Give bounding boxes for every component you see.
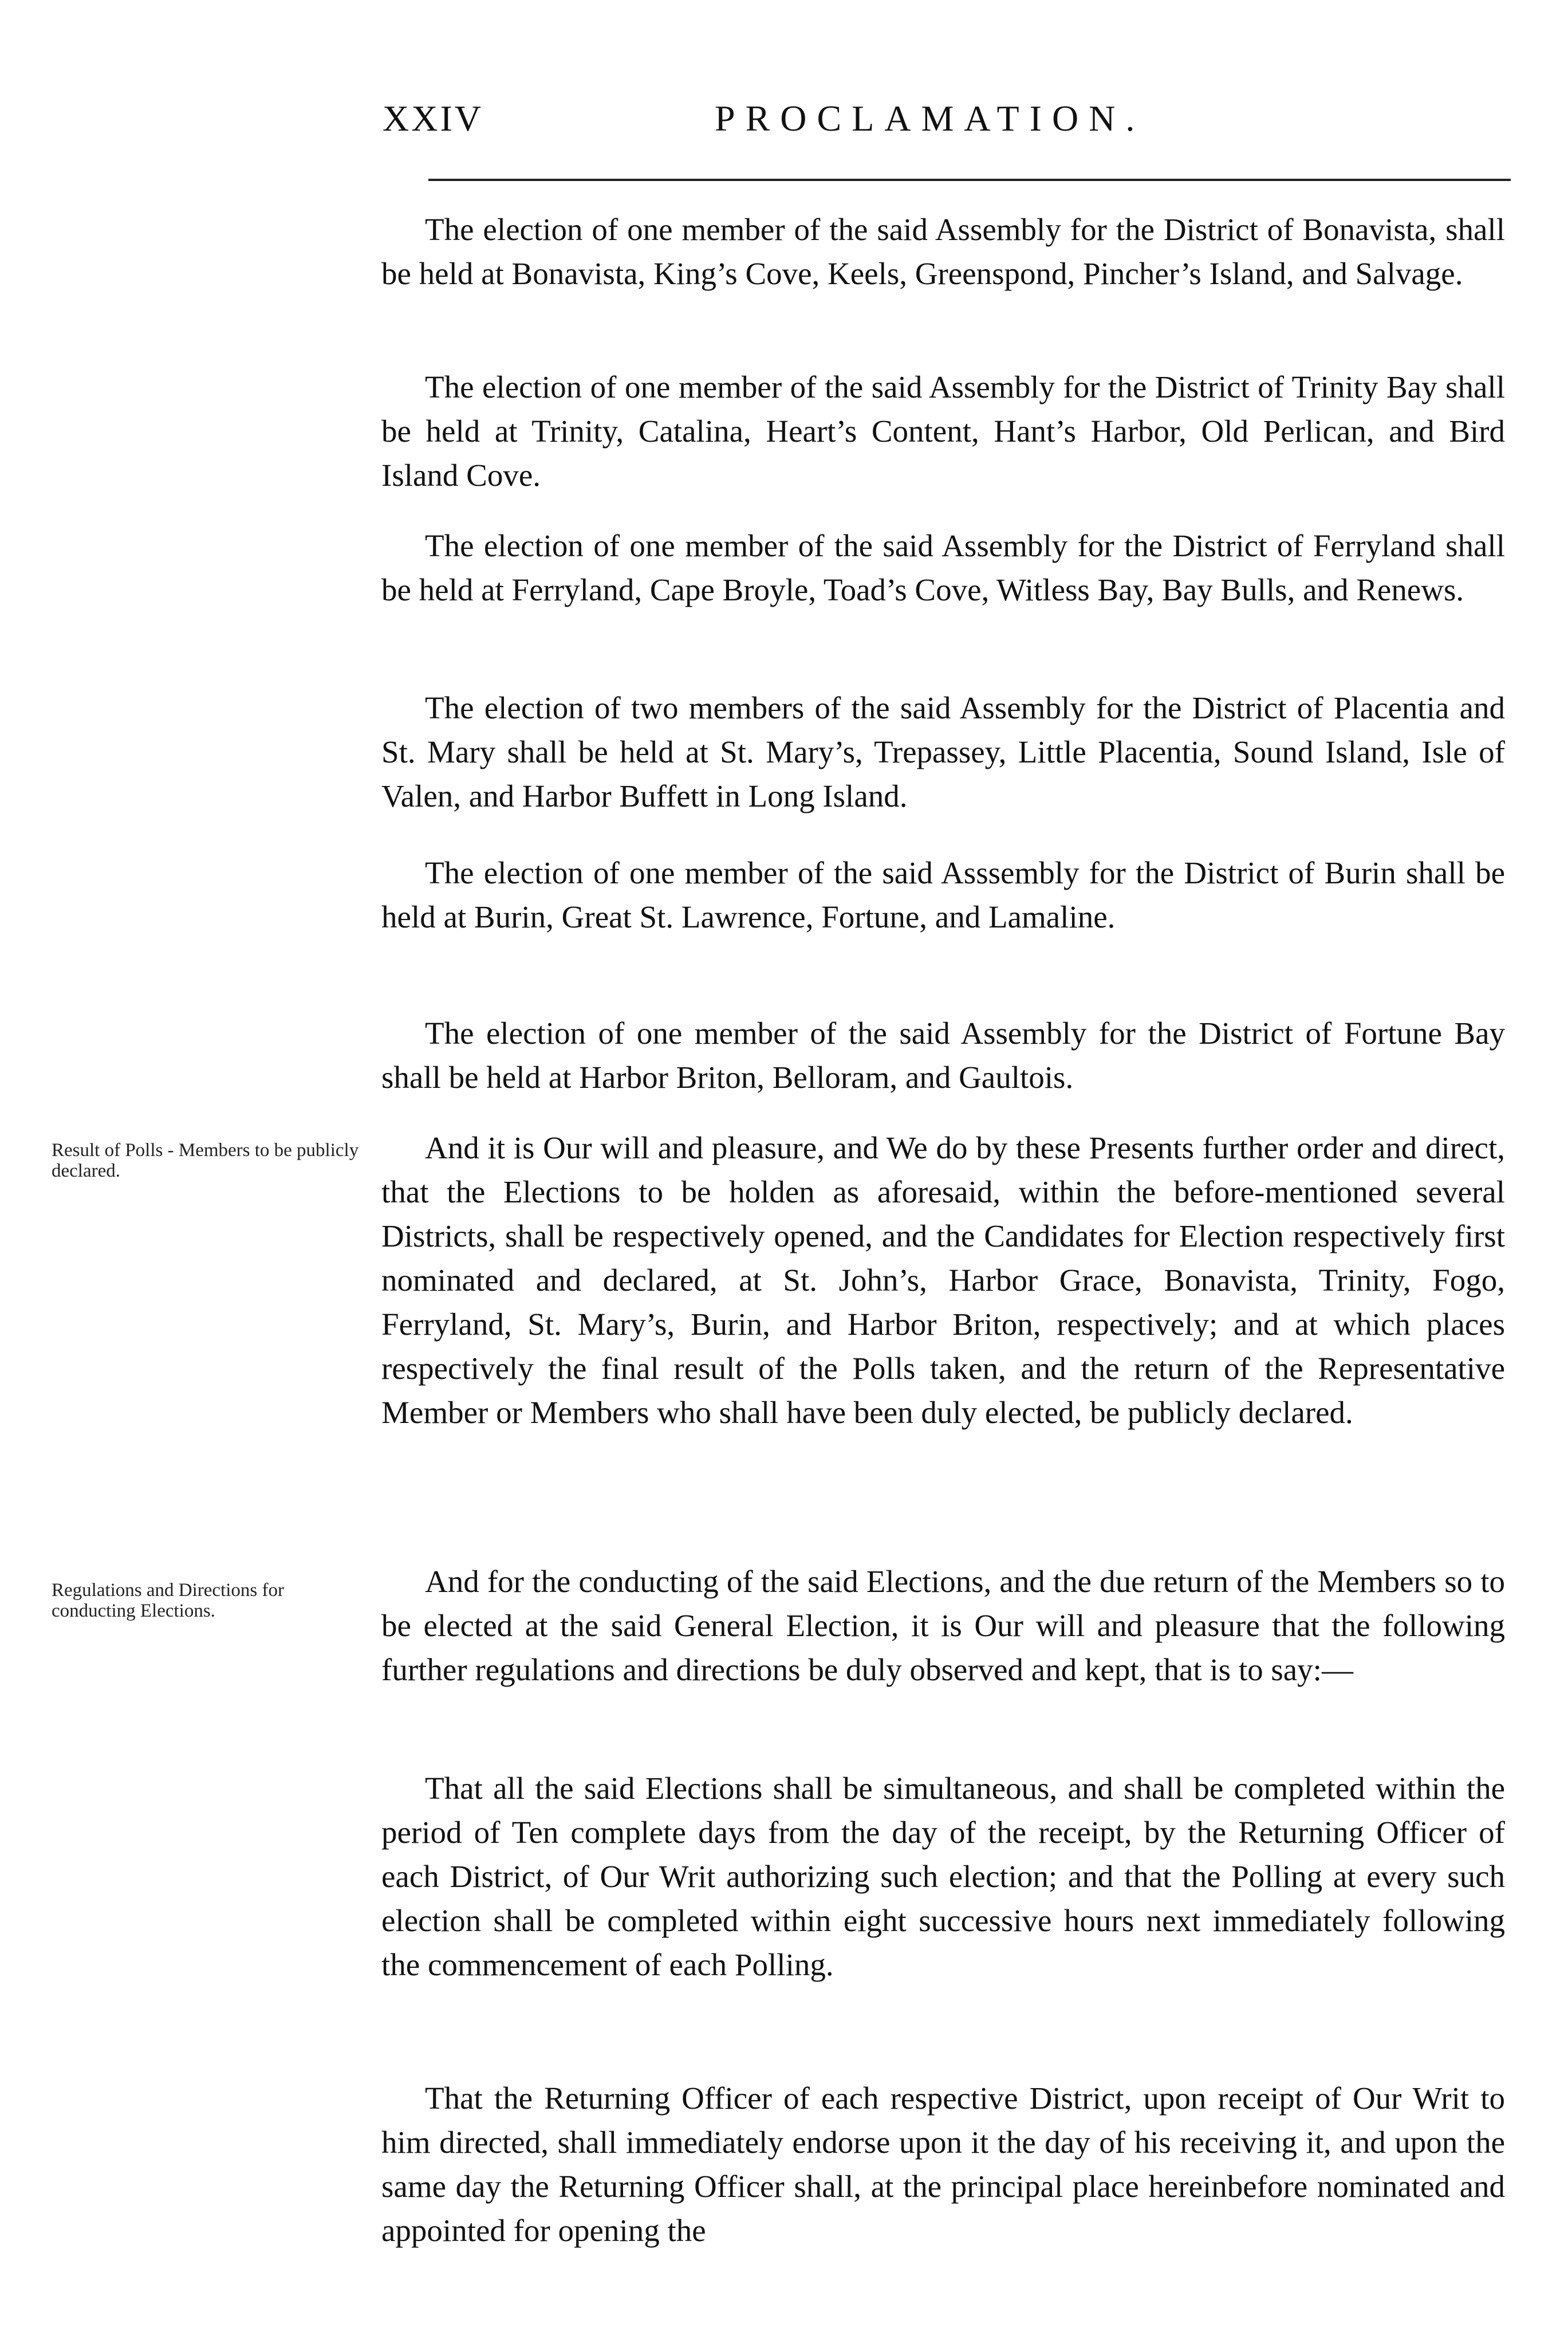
paragraph-declaration: And it is Our will and pleasure, and We do by these Presents further order and direct, that the Elections to be holden as aforesaid, within the before-mentioned several Districts, shall be respectively opened, and the Candidates for Election respectively first nominated and declared, at St. John’s, Harbor Grace, Bonavista, Trinity, Fogo, Ferryland, St. Mary’s, Burin, and Harbor Briton, respectively; and at which places respectively the final result of the Polls taken, and the return of the Representative Member or Members who shall have been duly elected, be publicly declared. — [381, 1130, 1505, 1430]
paragraph-simultaneous-elections: That all the said Elections shall be simultaneous, and shall be completed within the period of Ten complete days from the day of the receipt, by the Returning Officer of each District, of Our Writ authorizing such election; and that the Polling at every such election shall be completed within eight successive hours next immediately following the commencement of each Polling. — [381, 1771, 1505, 1982]
page-header — [383, 97, 1505, 149]
header-rule — [428, 179, 1511, 181]
paragraph-regulations: And for the conducting of the said Elections, and the due return of the Members so to be elected at the said General Election, it is Our will and pleasure that the following further regulations and directions be duly observed and kept, that is to say:— — [381, 1564, 1505, 1687]
paragraph-ferryland: The election of one member of the said Assembly for the District of Ferryland shall be held at Ferryland, Cape Broyle, Toad’s Cove, Witless Bay, Bay Bulls, and Renews. — [381, 528, 1505, 607]
paragraph-bonavista: The election of one member of the said Assembly for the District of Bonavista, shall be held at Bonavista, King’s Cove, Keels, Greenspond, Pincher’s Island, and Salvage. — [381, 212, 1505, 291]
margin-note-result-of-polls: Result of Polls - Members to be publicly declared. — [52, 1140, 359, 1181]
paragraph-trinity-bay: The election of one member of the said Assembly for the District of Trinity Bay shall be held at Trinity, Catalina, Heart’s Content, Hant’s Harbor, Old Perlican, and Bird Island Cove. — [381, 369, 1505, 493]
paragraph-returning-officer: That the Returning Officer of each respective District, upon receipt of Our Writ to him directed, shall immediately endorse upon it the day of his receiving it, and upon the same day the Returning Officer shall, at the principal place hereinbefore nominated and appointed for opening the — [381, 2081, 1505, 2248]
margin-note-regulations: Regulations and Directions for conducting Elections. — [52, 1580, 284, 1621]
paragraph-fortune-bay: The election of one member of the said Assembly for the District of Fortune Bay shall be held at Harbor Briton, Belloram, and Gaultois. — [381, 1016, 1505, 1095]
paragraph-placentia: The election of two members of the said Assembly for the District of Placentia and St. Mary shall be held at St. Mary’s, Trepassey, Little Placentia, Sound Island, Isle of Valen, and Harbor Buffett in Long Island. — [381, 690, 1505, 813]
running-title: PROCLAMATION. — [715, 98, 1145, 139]
paragraph-burin: The election of one member of the said Asssembly for the District of Burin shall be held at Burin, Great St. Lawrence, Fortune, and Lamaline. — [381, 855, 1505, 934]
page-number: XXIV — [383, 98, 483, 139]
